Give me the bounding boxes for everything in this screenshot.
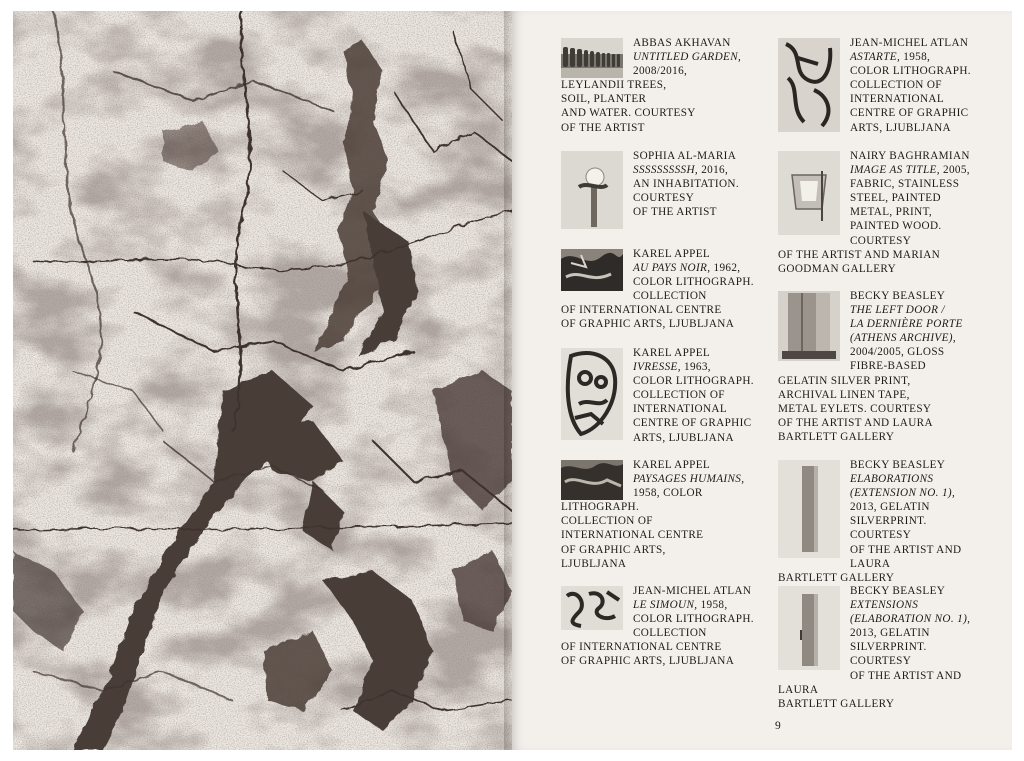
- work-year: 2016,: [698, 164, 729, 177]
- artist-name: JEAN-MICHEL ATLAN: [633, 585, 752, 597]
- work-title: LE SIMOUN,: [633, 599, 698, 612]
- caption-line: FABRIC, STAINLESS: [850, 178, 960, 191]
- caption-line: LEYLANDII TREES,: [561, 79, 667, 92]
- caption-line: SILVERPRINT.: [850, 515, 927, 528]
- work-title: UNTITLED GARDEN,: [633, 51, 742, 64]
- work-year: 1958,: [900, 51, 931, 64]
- caption-line: COLOR LITHOGRAPH.: [633, 613, 754, 626]
- caption-line: 2008/2016,: [633, 65, 688, 78]
- caption-line: COLLECTION: [633, 290, 707, 303]
- marble-image: [13, 11, 512, 750]
- caption-line: ARCHIVAL LINEN TAPE,: [778, 388, 910, 401]
- caption-line: OF THE ARTIST AND LAURA: [778, 416, 933, 429]
- thumbnail-elaborations: [778, 460, 840, 558]
- artist-name: NAIRY BAGHRAMIAN: [850, 150, 970, 162]
- marble-texture-graphic: [13, 11, 512, 750]
- caption-line: COLLECTION OF: [561, 515, 653, 528]
- caption-line: STEEL, PAINTED: [850, 192, 941, 205]
- caption-line: 2013, GELATIN: [850, 627, 930, 640]
- caption-line: METAL EYLETS. COURTESY: [778, 402, 932, 415]
- work-title-line-3: (ATHENS ARCHIVE),: [850, 332, 957, 345]
- work-year: 2005,: [939, 164, 970, 177]
- thumbnail-extensions: [778, 586, 840, 670]
- caption-line: OF THE ARTIST: [561, 121, 645, 134]
- caption-beasley-elaborations: [778, 458, 998, 585]
- caption-line: 2013, GELATIN: [850, 501, 930, 514]
- artist-name: KAREL APPEL: [633, 248, 711, 260]
- caption-appel-paysages-humains: [561, 458, 771, 571]
- work-title-line-2: LA DERNIÈRE PORTE: [850, 318, 963, 331]
- work-title: AU PAYS NOIR,: [633, 262, 711, 275]
- caption-line: 2004/2005, GLOSS: [850, 346, 945, 359]
- caption-line: ARTS, LJUBLJANA: [633, 431, 734, 444]
- caption-line: PAINTED WOOD.: [850, 220, 942, 233]
- caption-al-maria: [561, 149, 771, 229]
- work-title: IVRESSE,: [633, 361, 681, 374]
- caption-line: COLLECTION: [633, 627, 707, 640]
- caption-line: LJUBLJANA: [561, 557, 627, 570]
- caption-line: SILVERPRINT.: [850, 641, 927, 654]
- artist-name: SOPHIA AL-MARIA: [633, 150, 737, 162]
- artist-name: BECKY BEASLEY: [850, 585, 946, 597]
- thumbnail-astarte: [778, 38, 840, 132]
- caption-line: COURTESY: [850, 529, 912, 542]
- work-title: ELABORATIONS: [850, 473, 934, 486]
- work-title-line-2: (ELABORATION NO. 1),: [850, 613, 971, 626]
- thumbnail-the-left-door: [778, 291, 840, 361]
- caption-line: COLOR LITHOGRAPH.: [633, 276, 754, 289]
- thumbnail-untitled-garden: [561, 38, 623, 78]
- thumbnail-le-simoun: [561, 586, 623, 630]
- caption-line: OF THE ARTIST AND LAURA: [850, 543, 962, 570]
- caption-line: OF GRAPHIC ARTS,: [561, 543, 666, 556]
- work-title: IMAGE AS TITLE,: [850, 164, 940, 177]
- caption-line: SOIL, PLANTER: [561, 93, 647, 106]
- caption-line: COLLECTION OF: [633, 389, 725, 402]
- caption-line: FIBRE-BASED: [850, 360, 926, 373]
- work-year: 1962,: [710, 262, 741, 275]
- caption-line: INTERNATIONAL: [850, 93, 945, 106]
- caption-line: LITHOGRAPH.: [561, 501, 640, 514]
- caption-line: COURTESY: [850, 655, 912, 668]
- caption-appel-ivresse: [561, 346, 771, 445]
- work-year: 1958,: [697, 599, 728, 612]
- caption-line: COLLECTION OF: [850, 79, 942, 92]
- page-number: 9: [775, 720, 781, 732]
- work-title: EXTENSIONS: [850, 599, 919, 612]
- caption-line: OF THE ARTIST: [633, 206, 717, 219]
- caption-line: BARTLETT GALLERY: [778, 430, 895, 443]
- work-title: PAYSAGES HUMAINS,: [633, 473, 745, 486]
- caption-line: ARTS, LJUBLJANA: [850, 121, 951, 134]
- caption-line: INTERNATIONAL: [633, 403, 728, 416]
- caption-line: OF INTERNATIONAL CENTRE: [561, 641, 722, 654]
- caption-line: AND WATER. COURTESY: [561, 107, 696, 120]
- caption-akhavan: [561, 36, 771, 135]
- caption-line: 1958, COLOR: [633, 487, 703, 500]
- artist-name: ABBAS AKHAVAN: [633, 37, 731, 49]
- caption-line: GELATIN SILVER PRINT,: [778, 374, 911, 387]
- caption-line: OF GRAPHIC ARTS, LJUBLJANA: [561, 655, 735, 668]
- artist-name: JEAN-MICHEL ATLAN: [850, 37, 969, 49]
- thumbnail-paysages-humains: [561, 460, 623, 500]
- caption-beasley-extensions: [778, 584, 998, 711]
- caption-line: METAL, PRINT,: [850, 206, 933, 219]
- caption-appel-au-pays-noir: [561, 247, 771, 332]
- caption-line: AN INHABITATION.: [633, 178, 739, 191]
- artist-name: KAREL APPEL: [633, 459, 711, 471]
- caption-line: GOODMAN GALLERY: [778, 262, 897, 275]
- caption-line: INTERNATIONAL CENTRE: [561, 529, 704, 542]
- caption-line: OF THE ARTIST AND MARIAN: [778, 248, 941, 261]
- caption-baghramian: [778, 149, 998, 276]
- thumbnail-ssssssssssh: [561, 151, 623, 229]
- artist-name: BECKY BEASLEY: [850, 290, 946, 302]
- caption-line: COLOR LITHOGRAPH.: [633, 375, 754, 388]
- thumbnail-au-pays-noir: [561, 249, 623, 291]
- caption-line: CENTRE OF GRAPHIC: [633, 417, 752, 430]
- caption-line: OF GRAPHIC ARTS, LJUBLJANA: [561, 318, 735, 331]
- work-year: 1963,: [680, 361, 711, 374]
- thumbnail-image-as-title: [778, 151, 840, 235]
- artist-name: BECKY BEASLEY: [850, 459, 946, 471]
- caption-atlan-astarte: [778, 36, 998, 135]
- caption-atlan-le-simoun: [561, 584, 771, 669]
- caption-beasley-left-door: [778, 289, 998, 444]
- caption-line: BARTLETT GALLERY: [778, 697, 895, 710]
- work-title: THE LEFT DOOR /: [850, 304, 945, 317]
- thumbnail-ivresse: [561, 348, 623, 440]
- work-title: SSSSSSSSSH,: [633, 164, 699, 177]
- caption-line: CENTRE OF GRAPHIC: [850, 107, 969, 120]
- caption-line: COURTESY: [633, 192, 695, 205]
- work-title-line-2: (EXTENSION NO. 1),: [850, 487, 956, 500]
- caption-line: COLOR LITHOGRAPH.: [850, 65, 971, 78]
- artist-name: KAREL APPEL: [633, 347, 711, 359]
- caption-line: OF INTERNATIONAL CENTRE: [561, 304, 722, 317]
- work-title: ASTARTE,: [850, 51, 901, 64]
- caption-line: BARTLETT GALLERY: [778, 571, 895, 584]
- caption-line: OF THE ARTIST AND LAURA: [778, 669, 962, 696]
- caption-line: COURTESY: [850, 234, 912, 247]
